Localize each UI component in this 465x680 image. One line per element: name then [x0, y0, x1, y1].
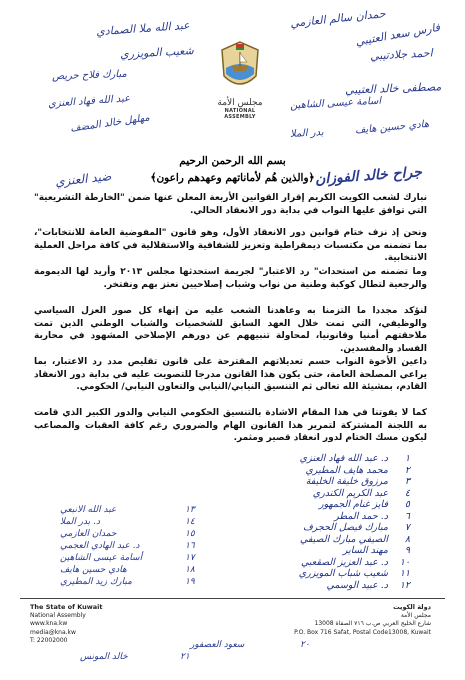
footer-website: www.kna.kw: [30, 620, 68, 627]
signature-name: د. عبد الهادي العجمي: [60, 541, 140, 551]
footer-divider: [20, 598, 445, 599]
footer-assembly: National Assembly: [30, 611, 86, 619]
signature-number: ١٨: [185, 565, 195, 575]
signature-row: [70, 453, 410, 465]
footer-email: media@kna.kw: [30, 628, 76, 636]
signature-number: ٢: [404, 464, 410, 476]
signature-name: فايز غنام الجمهور: [318, 499, 388, 510]
footer-state-title-ar: دولة الكويت: [393, 603, 431, 611]
signature-number: ٣: [404, 476, 410, 487]
signature-name: د. عبد العزيز الصقعبي: [300, 556, 388, 568]
signature-name: مرزوق خليفة الخليفة: [305, 476, 388, 487]
signature-row: [70, 511, 410, 523]
signature-number: ٩: [404, 545, 410, 556]
signature-number: ٢١: [180, 652, 190, 662]
paragraph: نبارك لشعب الكويت الكريم إقرار القوانين الأربعة المعلن عنها ضمن "الخارطة التشريعية" التي توافق عليها النواب في بداية دور الانعقاد الحالي.: [34, 193, 427, 216]
signature-name: د. عبد الله فهاد العنزي: [299, 453, 388, 464]
signature-number: ١٧: [185, 553, 195, 563]
signature-name: عبد الله الانبعي: [60, 505, 117, 515]
handwritten-signature: عبد الله فهاد العنزي: [47, 93, 131, 110]
footer-english: [30, 603, 103, 646]
signature-name: عبد الكريم الكندري: [312, 487, 388, 499]
signature-name: د. حمد المطر: [334, 510, 388, 522]
paragraph: لنؤكد مجددا ما التزمنا به وعاهدنا الشعب عليه من إنهاء كل صور العزل السياسي والوظيفي، التي تمت خلال العهد السابق للشخصيات والشباب الوطني الذين تمت ملاحقتهم أمنيا وقانونيا، لمحاولة تنبيههم عن دورهم الإصلاحي المشهود في محاربة الفساد والمفسدين.: [34, 306, 427, 354]
signature-number: ١٩: [185, 577, 195, 587]
signature-name: مهند الساير: [342, 545, 388, 556]
handwritten-signature: مصطفى خالد العتيبي: [344, 80, 442, 97]
signature-number: ٤: [404, 487, 410, 499]
handwritten-signature: مهلهل خالد المضف: [69, 112, 151, 135]
signature-row: [70, 488, 410, 500]
signature-name: هادي حسين هايف: [60, 565, 127, 575]
handwritten-signature: مبارك فلاح حريص: [51, 68, 127, 83]
signature-number: ١١: [399, 568, 410, 579]
signature-number: ١٠: [399, 556, 410, 568]
signature-number: ١٢: [399, 579, 410, 591]
signature-row: [70, 522, 410, 534]
handwritten-signature: شعيب المويزري: [119, 44, 194, 61]
signature-name: أسامة عيسى الشاهين: [60, 553, 143, 563]
signature-name: محمد هايف المطيري: [305, 464, 388, 476]
signature-number: ٨: [404, 533, 410, 545]
signature-row: [70, 476, 410, 488]
paragraph: كما لا يفوتنا في هذا المقام الاشادة بالتنسيق الحكومي النيابي والدور الكبير الذي قامت به اللجنة المشتركة لتمرير هذا القانون الهام والضروري رغم كافة العقبات والمصاعب ليكون مسك الختام لدور انعقاد قصير ومثمر.: [34, 408, 427, 444]
signature-number: ١٣: [185, 505, 195, 515]
quran-verse: ﴿والذين هُم لأماناتهم وعهدهم راعون﴾: [150, 172, 315, 184]
paragraph: وما تضمنه من استحداث" رد الاعتبار" لجريمة استحدثها مجلس ٢٠١٣ وأريد لها الديمومة والرجعية لتطال كوكبة وطنية من نواب وشباب إصلاحيين نعتز بهم ونفتخر.: [34, 267, 427, 290]
signature-number: ٥: [404, 499, 410, 510]
emblem-icon: [218, 40, 262, 96]
signature-number: ١٦: [185, 541, 195, 551]
signature-name: حمدان العازمي: [60, 529, 117, 539]
handwritten-signature: احمد جلادتيبي: [369, 46, 433, 63]
signature-number: ١: [404, 453, 410, 464]
signature-number: ١٥: [185, 529, 195, 539]
paragraph: داعين الأخوة النواب حسم تعديلاتهم المقترحة على قانون تقليص مدد رد الاعتبار، بما يراعي المصلحة العامة، حتى يكون هذا القانون مدرجا للتصويت عليه في بداية دور الانعقاد القادم، بمشيئة الله تعالى ثم التنسيق النيابي/النيابي والتعاون النيابي/ الحكومي.: [34, 357, 427, 393]
footer-address-en: P.O. Box 716 Safat, Postal Code13008, Kuwait: [294, 628, 431, 636]
footer-address-ar: شارع الخليج العربي ص.ب ٧١٦ الصفاة 13008: [314, 620, 431, 627]
handwritten-signature: حمدان سالم العازمي: [289, 7, 387, 30]
logo-arabic-text: مجلس الأمة: [217, 98, 263, 108]
handwritten-signature: جراح خالد الفوزان: [314, 164, 423, 188]
paragraph: ونحن إذ نزف ختام قوانين دور الانعقاد الأول، وهو قانون "المفوضية العامة للانتخابات"، بما تضمنه من مكتسبات ديمقراطية وتعزيز للشفافية والاستقلالية في كافة مراحل العملية الانتخابية.: [34, 228, 427, 264]
national-assembly-logo: [210, 40, 270, 135]
footer-arabic: [294, 603, 431, 637]
handwritten-signature: ضيد العنزي: [54, 169, 112, 189]
handwritten-signature: بدر الملا: [289, 127, 324, 140]
handwritten-signature: هادي حسين هايف: [354, 118, 430, 137]
signature-name: سعود العصفور: [190, 640, 245, 650]
handwritten-signature: اسامة عيسى الشاهين: [289, 95, 382, 112]
signature-name: مبارك فيصل الحجرف: [302, 522, 388, 533]
footer-assembly-ar: مجلس الأمة: [400, 611, 431, 619]
signature-name: د. عبيد الوسمي: [326, 579, 388, 591]
signature-row: [70, 499, 410, 511]
signature-number: ٢٠: [300, 640, 310, 650]
signature-name: خالد المونس: [80, 652, 128, 662]
handwritten-signature: فارس سعد العتيبي: [354, 20, 441, 49]
logo-english-text: NATIONAL ASSEMBLY: [224, 108, 256, 120]
signature-name: شعيب شباب المويزري: [298, 568, 388, 579]
signature-number: ١٤: [185, 517, 195, 527]
footer-phone: T: 22002000: [30, 637, 68, 644]
signature-name: الصيفي مبارك الصيفي: [299, 533, 388, 545]
handwritten-signature: عبد الله ملا الصمادي: [95, 18, 191, 39]
signature-name: د. بدر الملا: [60, 517, 100, 527]
signature-number: ٦: [404, 510, 410, 522]
signature-number: ٧: [404, 522, 410, 533]
footer-state-title: The State of Kuwait: [30, 603, 103, 611]
signature-row: [70, 465, 410, 477]
basmala: بسم الله الرحمن الرحيم: [179, 155, 286, 167]
signature-name: مبارك زيد المطيري: [60, 577, 132, 587]
